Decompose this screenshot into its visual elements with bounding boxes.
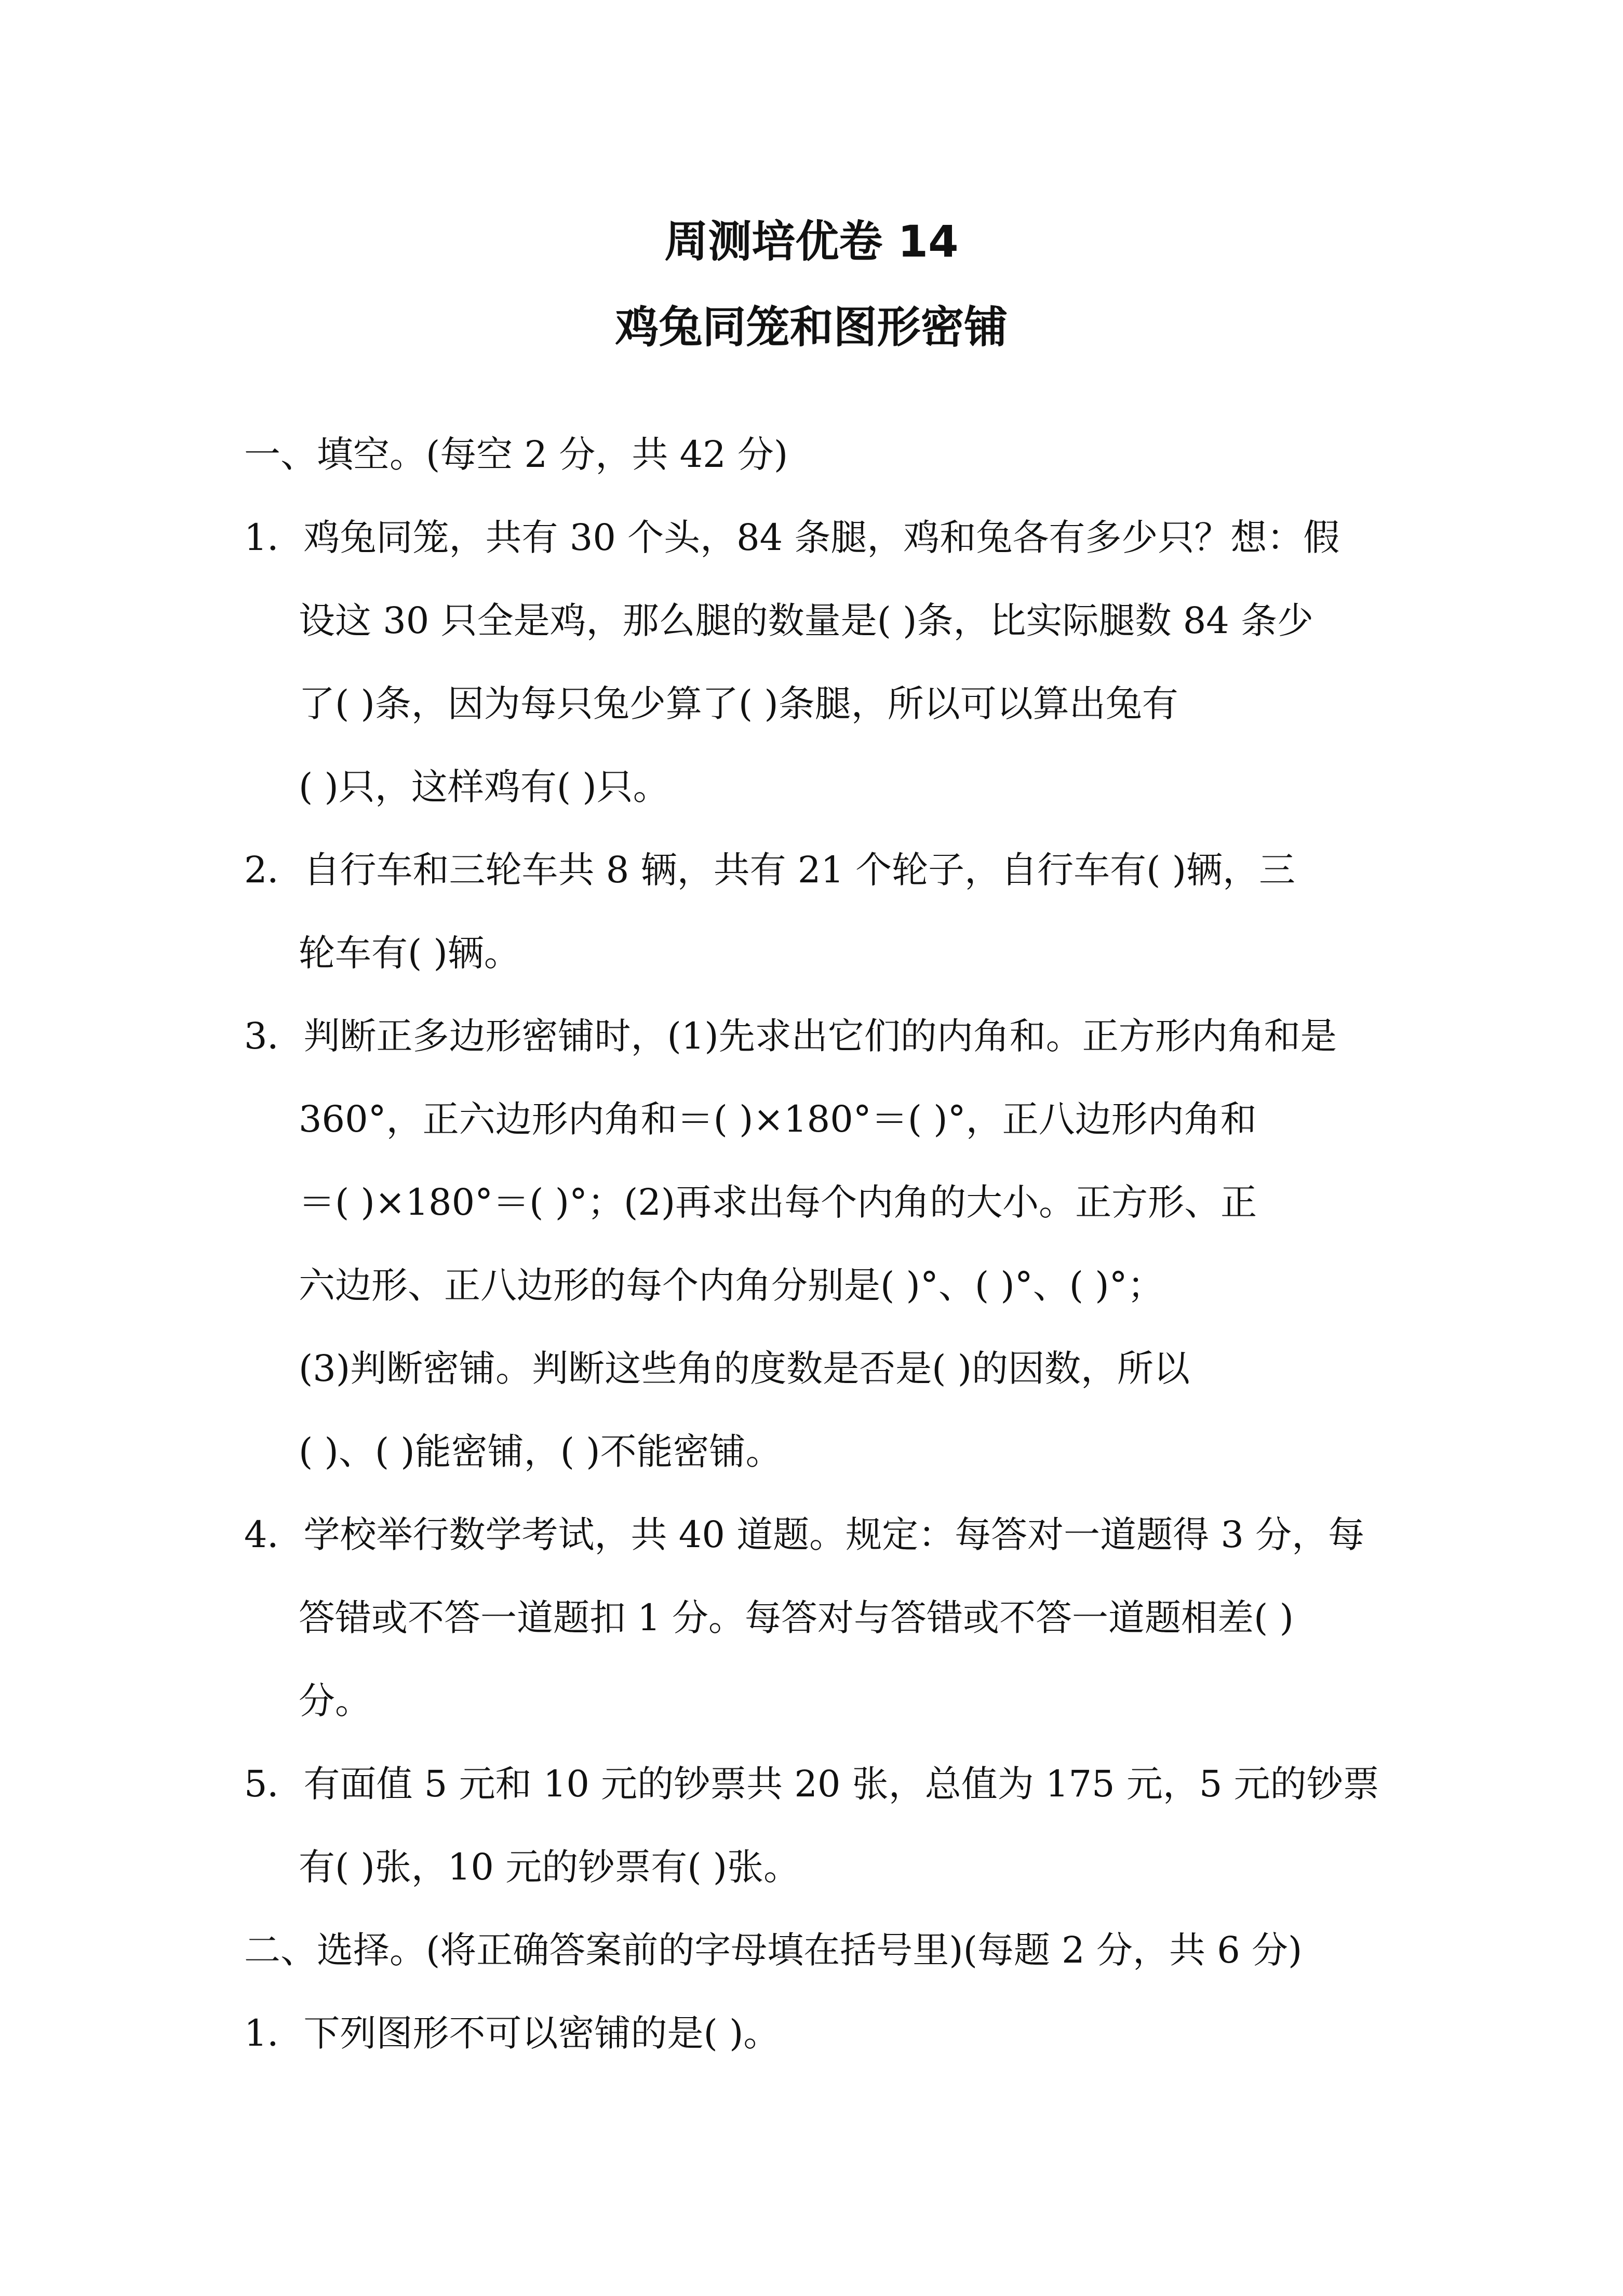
question-line: 2．自行车和三轮车共 8 辆，共有 21 个轮子，自行车有( )辆，三 (244, 849, 1296, 891)
question-line: 360°，正六边形内角和＝( )×180°＝( )°，正八边形内角和 (299, 1098, 1257, 1140)
question-line: 答错或不答一道题扣 1 分。每答对与答错或不答一道题相差( ) (299, 1596, 1294, 1639)
question-line: 了( )条，因为每只兔少算了( )条腿，所以可以算出兔有 (299, 682, 1178, 725)
question-line: 4．学校举行数学考试，共 40 道题。规定：每答对一道题得 3 分，每 (244, 1513, 1365, 1556)
worksheet-subtitle: 鸡兔同笼和图形密铺 (615, 302, 1008, 353)
question-line: 设这 30 只全是鸡，那么腿的数量是( )条，比实际腿数 84 条少 (299, 599, 1314, 642)
question-line: ＝( )×180°＝( )°；(2)再求出每个内角的大小。正方形、正 (299, 1181, 1257, 1224)
worksheet-title: 周测培优卷 14 (664, 216, 959, 267)
question-line: 3．判断正多边形密铺时，(1)先求出它们的内角和。正方形内角和是 (244, 1015, 1337, 1057)
section-heading-multiple-choice: 二、选择。(将正确答案前的字母填在括号里)(每题 2 分，共 6 分) (244, 1929, 1303, 1971)
section-heading-fill-blanks: 一、填空。(每空 2 分，共 42 分) (244, 433, 788, 476)
question-line: ( )、( )能密铺，( )不能密铺。 (299, 1430, 782, 1473)
question-line: (3)判断密铺。判断这些角的度数是否是( )的因数，所以 (299, 1347, 1190, 1390)
question-line: 有( )张，10 元的钞票有( )张。 (299, 1846, 800, 1888)
question-line: 六边形、正八边形的每个内角分别是( )°、( )°、( )°； (299, 1264, 1164, 1307)
question-line: 轮车有( )辆。 (299, 932, 520, 974)
question-line: 1．鸡兔同笼，共有 30 个头，84 条腿，鸡和兔各有多少只？想：假 (244, 516, 1340, 559)
question-line: ( )只，这样鸡有( )只。 (299, 766, 669, 808)
question-line: 1．下列图形不可以密铺的是( )。 (244, 2012, 780, 2055)
question-line: 分。 (299, 1680, 371, 1722)
question-line: 5．有面值 5 元和 10 元的钞票共 20 张，总值为 175 元，5 元的钞票 (244, 1763, 1379, 1805)
